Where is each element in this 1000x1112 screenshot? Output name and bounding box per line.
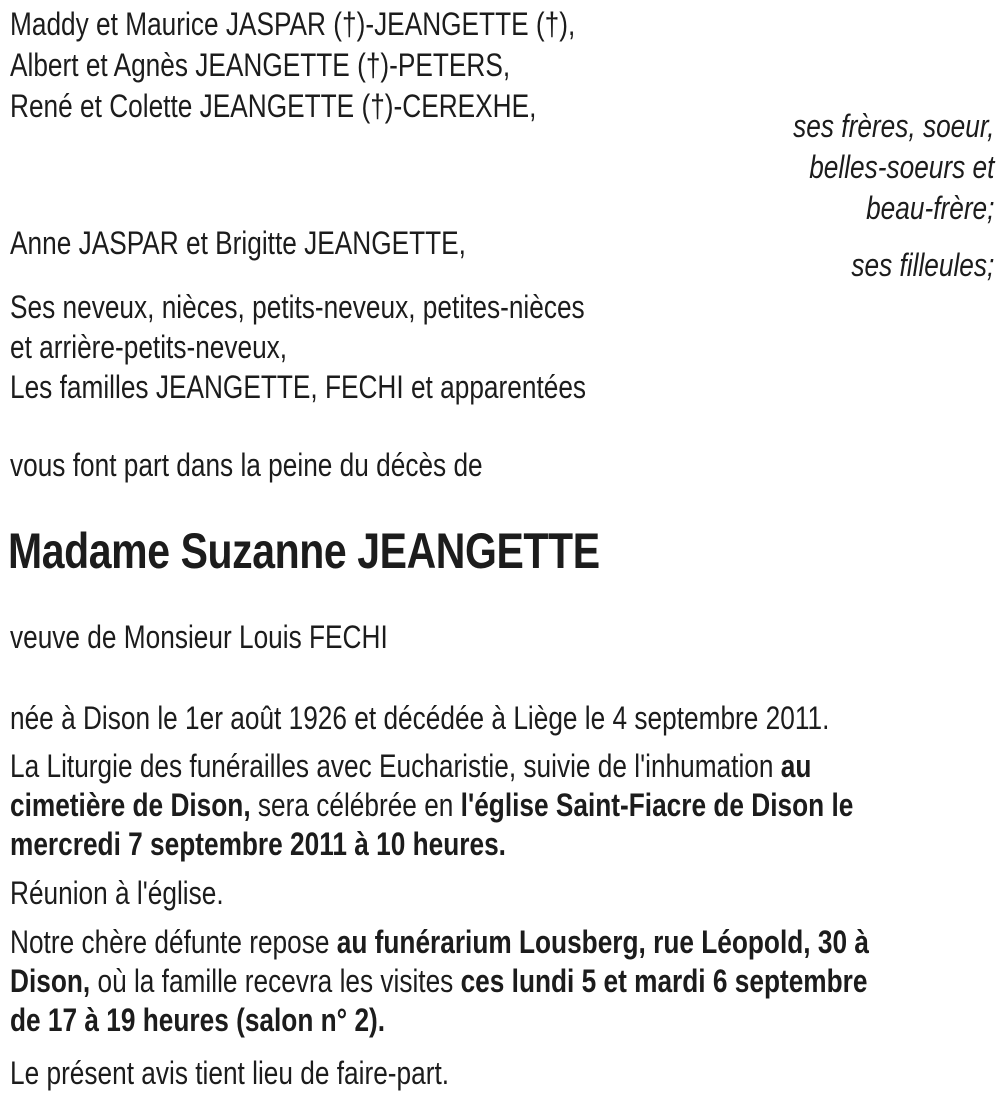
family-block-siblings (10, 4, 575, 127)
bold-run: l'église Saint-Fiacre de Dison le (460, 787, 854, 823)
bold-run: Dison, (10, 963, 91, 999)
paragraph-line (10, 923, 869, 962)
announcement-line: vous font part dans la peine du décès de (10, 447, 483, 483)
paragraph-line (10, 962, 869, 1001)
bold-run: au funérarium Lousberg, rue Léopold, 30 à (336, 924, 869, 960)
family-block-extended (10, 287, 586, 407)
family-line: Ses neveux, nièces, petits-neveux, petites-nièces (10, 289, 585, 325)
family-line: Les familles JEANGETTE, FECHI et apparentées (10, 369, 587, 405)
bold-run: ces lundi 5 et mardi 6 septembre (460, 963, 868, 999)
bold-run: cimetière de Dison, (10, 787, 251, 823)
bold-run: de 17 à 19 heures (salon n° 2). (10, 1002, 386, 1038)
relation-block-siblings (793, 106, 994, 229)
widow-line: veuve de Monsieur Louis FECHI (10, 619, 388, 655)
paragraph-line (10, 747, 853, 786)
family-line: Albert et Agnès JEANGETTE (†)-PETERS, (10, 47, 511, 83)
repose-details-paragraph (10, 923, 869, 1040)
bold-run: mercredi 7 septembre 2011 à 10 heures. (10, 826, 506, 862)
closing-line: Le présent avis tient lieu de faire-part. (10, 1055, 450, 1091)
text-run: Notre chère défunte repose (10, 924, 337, 960)
relation-line: beau-frère; (865, 190, 994, 226)
relation-line: ses frères, soeur, (792, 108, 994, 144)
paragraph-line (10, 825, 853, 864)
text-run: où la famille recevra les visites (90, 963, 461, 999)
funeral-details-paragraph (10, 747, 853, 864)
paragraph-line (10, 786, 853, 825)
paragraph-line (10, 1001, 869, 1040)
relation-goddaughters: ses filleules; (851, 247, 994, 283)
family-line: et arrière-petits-neveux, (10, 329, 288, 365)
text-run: sera célébrée en (250, 787, 461, 823)
relation-line: belles-soeurs et (808, 149, 994, 185)
text-run: La Liturgie des funérailles avec Eucharistie, suivie de l'inhumation (10, 748, 781, 784)
family-line: Maddy et Maurice JASPAR (†)-JEANGETTE (†), (10, 6, 576, 42)
bold-run: au (780, 748, 812, 784)
family-line: René et Colette JEANGETTE (†)-CEREXHE, (10, 88, 537, 124)
birth-death-line: née à Dison le 1er août 1926 et décédée à Liège le 4 septembre 2011. (10, 700, 830, 736)
deceased-name: Madame Suzanne JEANGETTE (8, 523, 600, 579)
goddaughters-line: Anne JASPAR et Brigitte JEANGETTE, (10, 225, 466, 261)
church-meeting-line: Réunion à l'église. (10, 875, 224, 911)
